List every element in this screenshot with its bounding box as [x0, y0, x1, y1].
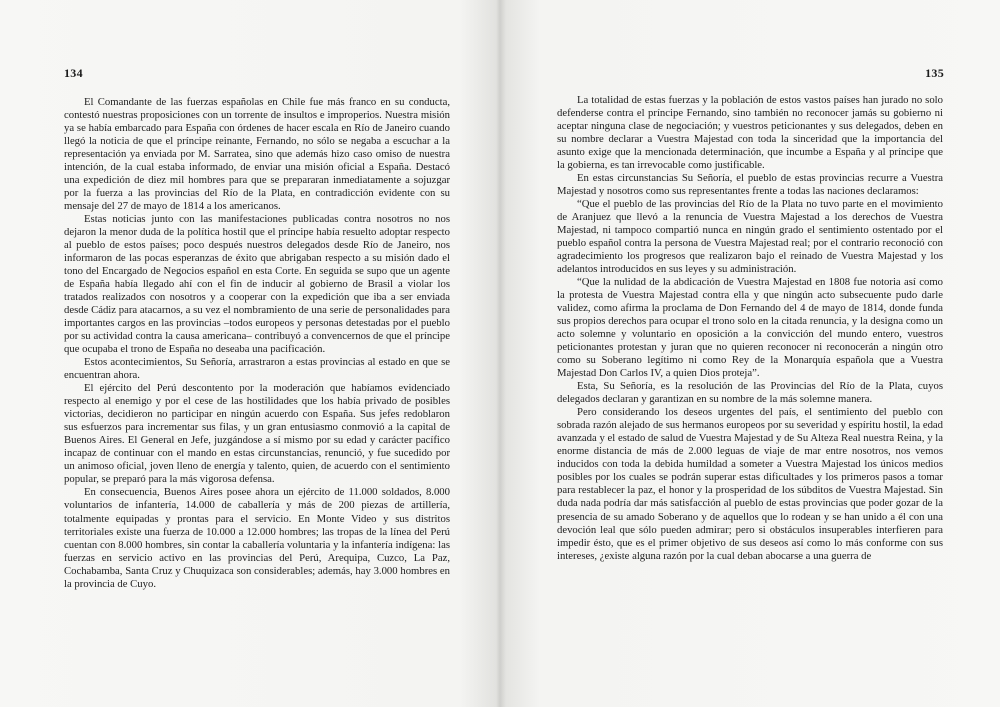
paragraph: El Comandante de las fuerzas españolas en Chile fue más franco en su conducta, contestó nuestras proposiciones con un torrente de insultos e improperios. Nuestra misión ya se había embarcado para España con órdenes de hacer escala en Río de Janeiro cuando llegó la noticia de que el príncipe reinante, Fernando, no sólo se negaba a escuchar a la representación ya enviada por M. Sarratea, sino que además hizo caso omiso de nuestra intención, de la cual estaba informado, de enviar una misión oficial a España. Destacó una expedición de diez mil hombres para que se prepararan inmediatamente a sojuzgar por la fuerza a las provincias del Río de la Plata, en contradicción evidente con su mensaje del 27 de mayo de 1814 a los americanos.: [64, 96, 450, 213]
paragraph: En consecuencia, Buenos Aires posee ahora un ejército de 11.000 soldados, 8.000 voluntarios de infantería, 14.000 de caballería y más de 200 piezas de artillería, totalmente equipadas y prontas para el servicio. En Monte Video y sus distritos territoriales existe una fuerza de 10.000 a 12.000 hombres; las tropas de la línea del Perú cuentan con 8.000 hombres, sin contar la caballería voluntaria y la infantería indígena: las fuerzas en servicio activo en las provincias del Perú, Arequipa, Cuzco, La Paz, Cochabamba, Santa Cruz y Chuquizaca son considerables; además, hay 3.000 hombres en la provincia de Cuyo.: [64, 486, 450, 590]
paragraph: El ejército del Perú descontento por la moderación que habíamos evidenciado respecto al enemigo y por el cese de las hostilidades que los había privado de posibles victorias, decidieron no participar en ningún acuerdo con España. Sus jefes redoblaron sus esfuerzos para incrementar sus filas, y un gran entusiasmo conmovió a la capital de Buenos Aires. El General en Jefe, juzgándose a sí mismo por su edad y carácter pacífico incapaz de continuar con el mando en estas circunstancias, renunció, y fue sucedido por un animoso oficial, joven lleno de energía y talento, quien, de acuerdo con el sentimiento popular, se preparó para la más vigorosa defensa.: [64, 382, 450, 486]
page-number-right: 135: [925, 66, 944, 80]
paragraph: Pero considerando los deseos urgentes del país, el sentimiento del pueblo con sobrada razón alejado de sus hermanos europeos por su severidad y espíritu hostil, la edad avanzada y el estado de salud de Vuestra Majestad y de Su Alteza Real nuestra Reina, y la enorme distancia de más de 2.000 leguas de viaje de mar entre nosotros, nos vemos inducidos con toda la debida humildad a someter a Vuestra Majestad los únicos medios posibles por los cuales se podrán superar estas dificultades y los primeros pasos a tomar para restablecer la paz, el honor y la prosperidad de los súbditos de Vuestra Majestad. Sin duda nada podría dar más satisfacción al pueblo de estas provincias que poder gozar de la presencia de su amado Soberano y de aquellos que lo rodean y se han unido a él con una devoción leal que sólo pueden admirar; pero si obstáculos insuperables interfieren para impedir ésto, que es el primer objetivo de sus deseos así como lo más conforme con sus intereses, ¿existe alguna razón por la cual deban abocarse a una guerra de: [557, 406, 943, 562]
right-page: [500, 0, 1000, 707]
page-number-left: 134: [64, 66, 83, 80]
right-page-body: [557, 94, 943, 563]
paragraph: Estos acontecimientos, Su Señoría, arrastraron a estas provincias al estado en que se encuentran ahora.: [64, 356, 450, 382]
left-page-body: [64, 96, 450, 591]
quoted-declaration: “Que el pueblo de las provincias del Río de la Plata no tuvo parte en el movimiento de Aranjuez que llevó a la renuncia de Vuestra Majestad a los derechos de Vuestra Majestad, ni tampoco compartió nunca en ningún grado el sentimiento ostentado por el pueblo español contra la persona de Vuestra Majestad real; por el contrario reconoció con agradecimiento los progresos que realizaron bajo el reinado de Vuestra Majestad y los adelantos introducidos en sus leyes y su administración.: [557, 198, 943, 276]
paragraph: En estas circunstancias Su Señoría, el pueblo de estas provincias recurre a Vuestra Majestad y nosotros como sus representantes frente a todas las naciones declaramos:: [557, 172, 943, 198]
quoted-declaration: “Que la nulidad de la abdicación de Vuestra Majestad en 1808 fue notoria así como la protesta de Vuestra Majestad contra ella y que ningún acto subsecuente pudo darle validez, como afirma la proclama de Don Fernando del 4 de mayo de 1814, donde funda sus propios derechos para ocupar el trono solo en la citada renuncia, y la designa como un acto solemne y voluntario en oposición a la convicción del mundo entero, vuestros peticionantes protestan y juran que no quieren reconocer ni reconocerán a ningún otro como su Soberano legítimo ni como Rey de la Monarquía española que a Vuestra Majestad Don Carlos IV, a quien Dios proteja”.: [557, 276, 943, 380]
paragraph: Esta, Su Señoría, es la resolución de las Provincias del Río de la Plata, cuyos delegados declaran y garantizan en su nombre de la más solemne manera.: [557, 380, 943, 406]
paragraph: La totalidad de estas fuerzas y la población de estos vastos países han jurado no solo defenderse contra el príncipe Fernando, sino también no reconocer jamás su gobierno ni aceptar ninguna clase de negociación; y vuestros peticionantes y sus delegados, deben en su nombre declarar a Vuestra Majestad con toda la sinceridad que la importancia del asunto exige que la mencionada determinación, que incumbe a España y al príncipe que la gobierna, es tan irrevocable como justificable.: [557, 94, 943, 172]
paragraph: Estas noticias junto con las manifestaciones publicadas contra nosotros no nos dejaron la menor duda de la política hostil que el príncipe había resuelto adoptar respecto al pueblo de estos países; poco después nuestros delegados desde Río de Janeiro, nos informaron de las pocas esperanzas de éxito que abrigaban respecto a su misión dado el tono del Encargado de Negocios español en esta Corte. En seguida se supo que un agente de España había llegado ahí con el fin de inducir al gobierno de Brasil a violar los tratados realizados con nosotros y a cooperar con la expedición que iba a ser enviada desde Cádiz para atacarnos, a su vez el nombramiento de una serie de personalidades para importantes cargos en las provincias –todos europeos y personas detestadas por el pueblo por su actividad contra la causa americana– contribuyó a convencernos de que el príncipe que ocupaba el trono de España no deseaba una pacificación.: [64, 213, 450, 356]
